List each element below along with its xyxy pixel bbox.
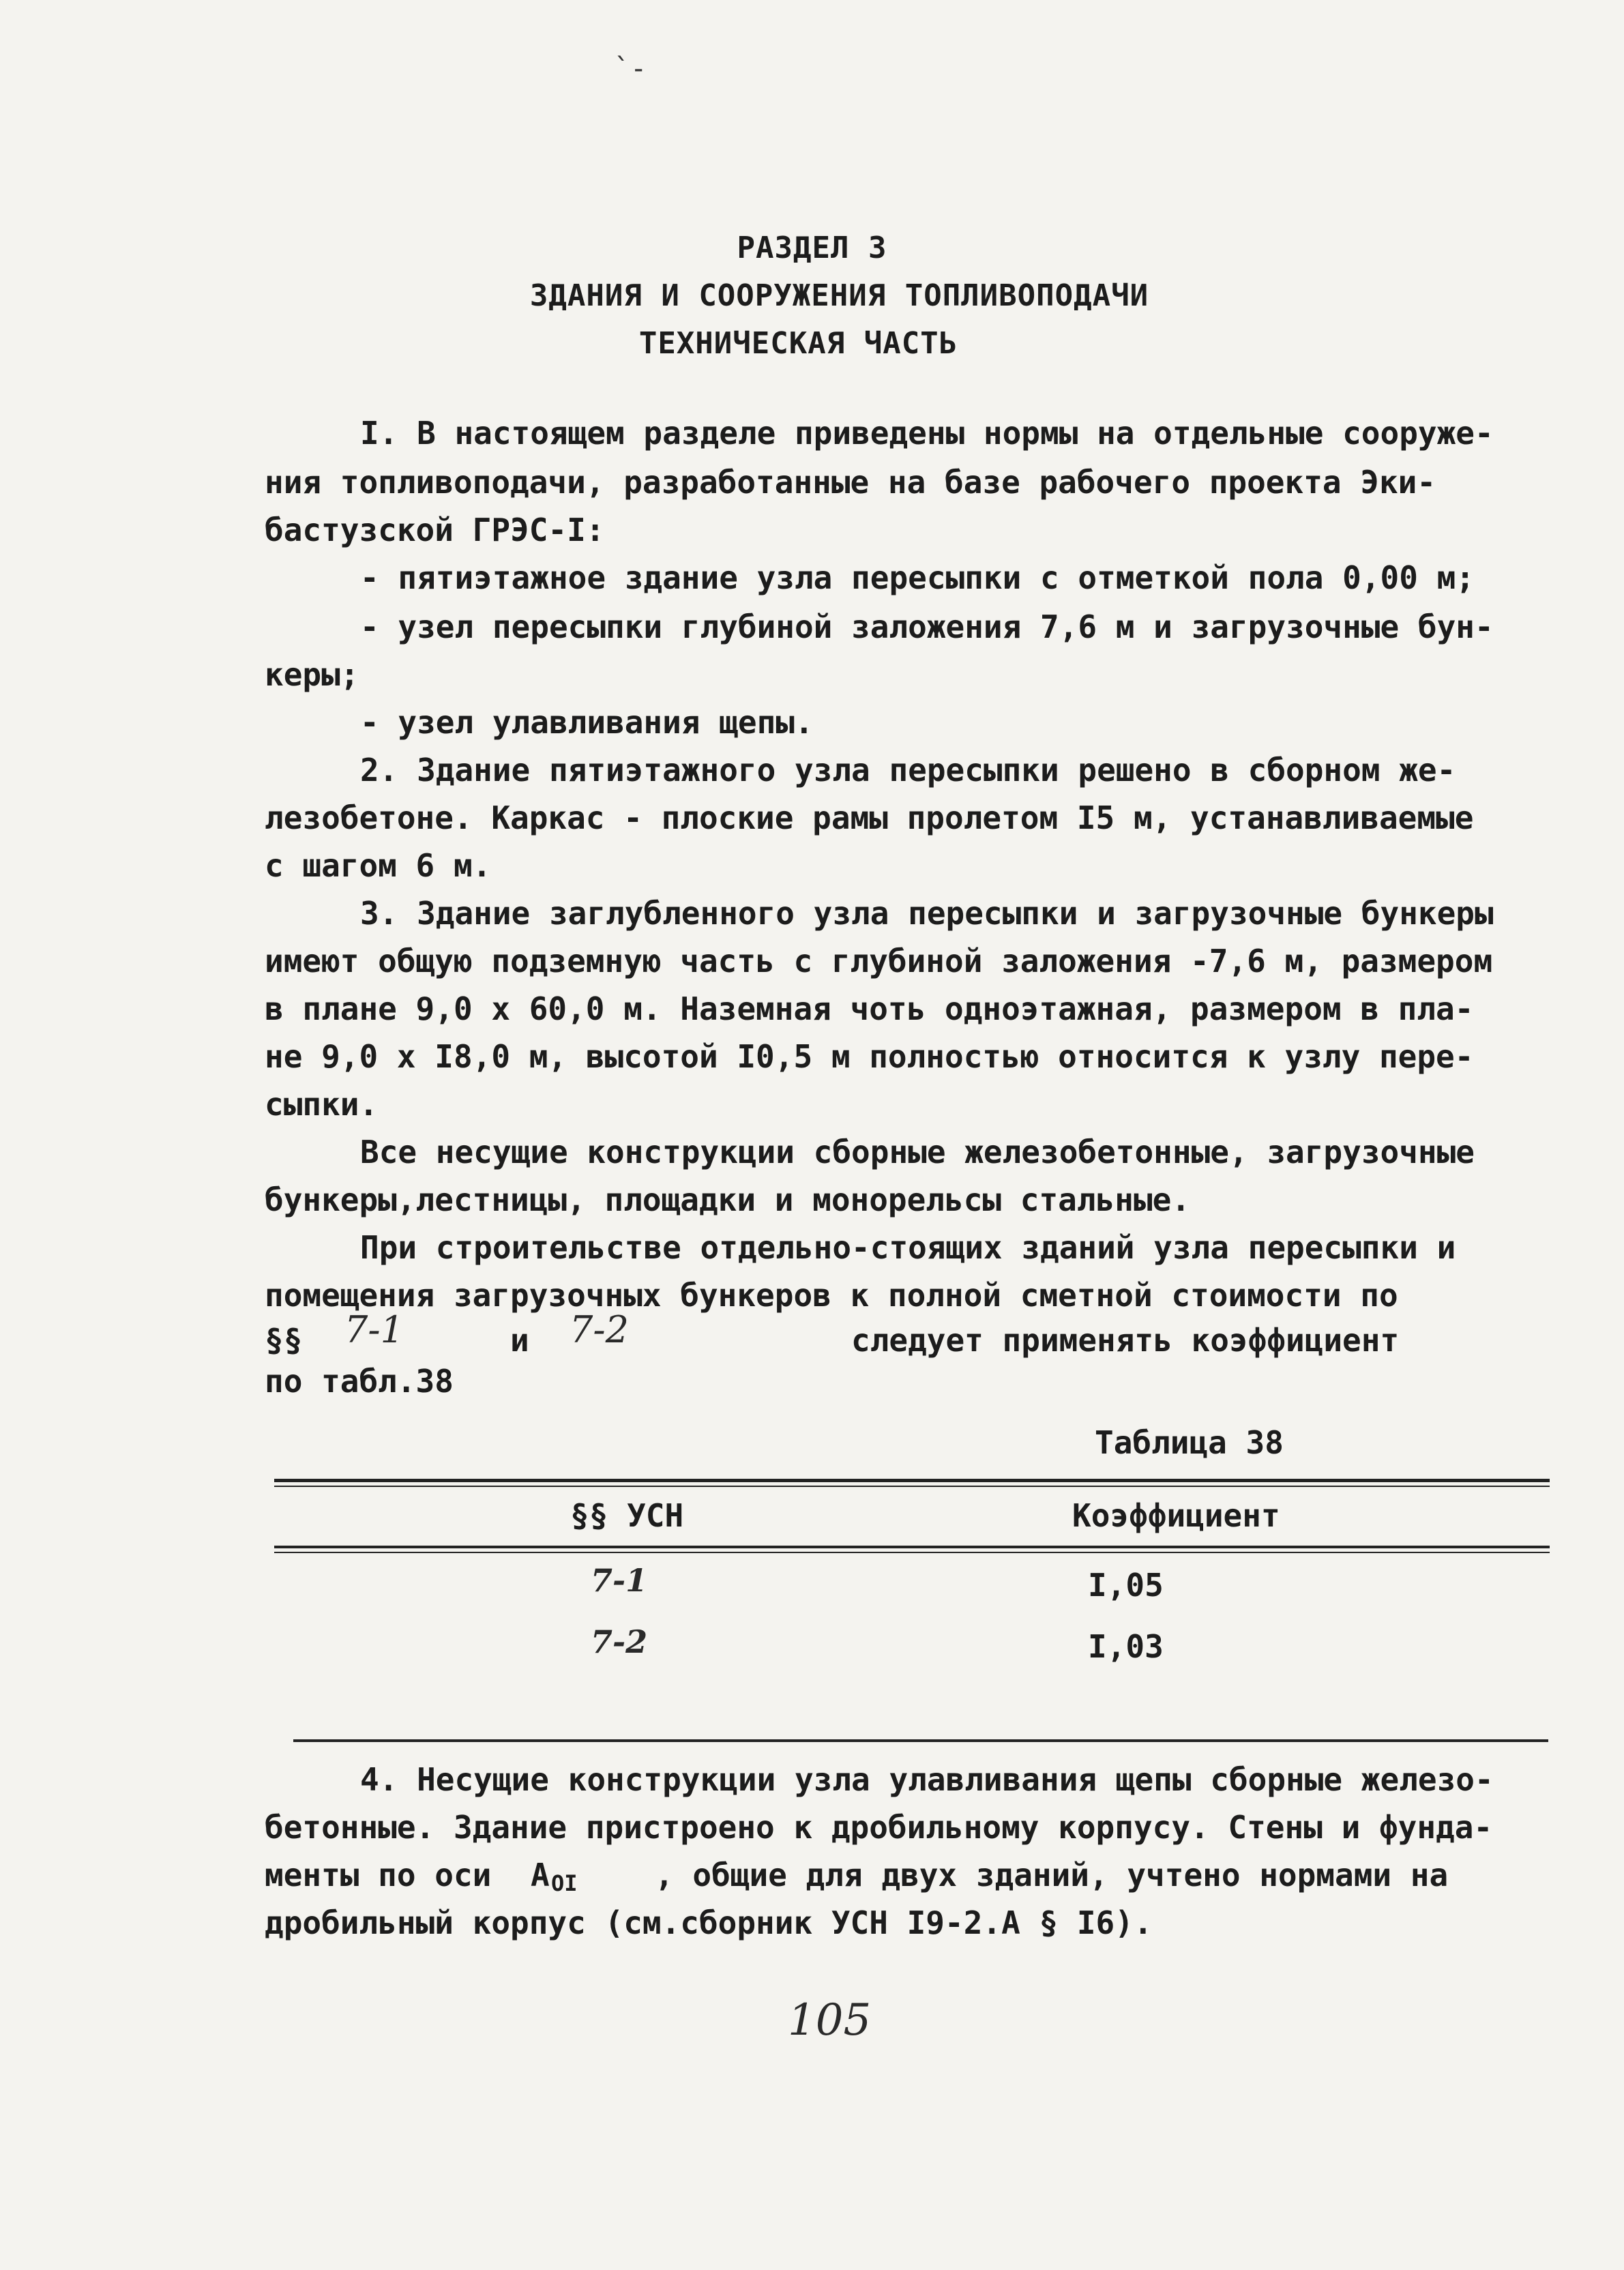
p5-ref-1: 7-1 xyxy=(344,1308,404,1351)
page-number: 105 xyxy=(788,1995,872,2046)
table-header-coef: Коэффициент xyxy=(1072,1497,1280,1534)
p2-line-2: лезобетоне. Каркас - плоские рамы пролетом I5 м, устанавливаемые xyxy=(265,799,1474,836)
p6-axis-subscript: ОI xyxy=(551,1870,578,1896)
table-row-1-coef: I,05 xyxy=(1088,1567,1164,1604)
p5-line-1: При строительстве отдельно-стоящих зданий узла пересыпки и xyxy=(360,1229,1456,1266)
p6-axis-letter: А xyxy=(531,1857,550,1893)
table-header-rule-2 xyxy=(274,1552,1550,1553)
p1-line-3: бастузской ГРЭС-I: xyxy=(265,512,605,548)
p3-line-2: имеют общую подземную часть с глубиной заложения -7,6 м, размером xyxy=(265,943,1493,979)
table-caption: Таблица 38 xyxy=(1095,1424,1284,1461)
section-title: ЗДАНИЯ И СООРУЖЕНИЯ ТОПЛИВОПОДАЧИ xyxy=(529,278,1149,313)
p3-line-4: не 9,0 х I8,0 м, высотой I0,5 м полностью относится к узлу пере- xyxy=(265,1038,1474,1075)
table-row-1-ref: 7-1 xyxy=(591,1562,648,1599)
p1-line-2: ния топливоподачи, разработанные на базе рабочего проекта Эки- xyxy=(265,464,1436,501)
table-top-rule xyxy=(274,1479,1550,1482)
p4-line-1: Все несущие конструкции сборные железобетонные, загрузочные xyxy=(360,1134,1475,1170)
p1-bullet-1: - пятиэтажное здание узла пересыпки с отметкой пола 0,00 м; xyxy=(360,559,1475,596)
p6-line-3-tail: , общие для двух зданий, учтено нормами на xyxy=(655,1857,1449,1893)
section-subtitle: ТЕХНИЧЕСКАЯ ЧАСТЬ xyxy=(638,326,958,361)
section-number: РАЗДЕЛ 3 xyxy=(737,231,887,265)
table-row-2-ref: 7-2 xyxy=(591,1623,648,1660)
p6-line-3-head: менты по оси xyxy=(265,1857,492,1893)
p2-line-3: с шагом 6 м. xyxy=(265,847,492,884)
p4-line-2: бункеры,лестницы, площадки и монорельсы стальные. xyxy=(265,1181,1191,1218)
p1-bullet-2b: керы; xyxy=(265,656,359,693)
table-top-rule-2 xyxy=(274,1486,1550,1487)
p3-line-3: в плане 9,0 х 60,0 м. Наземная чоть одноэтажная, размером в пла- xyxy=(265,990,1474,1027)
p2-line-1: 2. Здание пятиэтажного узла пересыпки решено в сборном же- xyxy=(360,752,1456,788)
p6-line-4: дробильный корпус (см.сборник УСН I9-2.А § I6). xyxy=(265,1904,1153,1941)
p5-sign: §§ xyxy=(265,1322,303,1359)
p3-line-5: сыпки. xyxy=(265,1086,379,1123)
p6-line-2: бетонные. Здание пристроено к дробильному корпусу. Стены и фунда- xyxy=(265,1809,1493,1846)
corner-mark: `- xyxy=(614,53,647,85)
p1-bullet-3: - узел улавливания щепы. xyxy=(360,704,814,741)
p5-line-3-tail: следует применять коэффициент xyxy=(851,1322,1400,1359)
table-header-rule xyxy=(274,1546,1550,1548)
table-bottom-rule xyxy=(293,1739,1548,1742)
table-header-ref: §§ УСН xyxy=(570,1497,684,1534)
p5-line-4: по табл.38 xyxy=(265,1363,454,1400)
p3-line-1: 3. Здание заглубленного узла пересыпки и загрузочные бункеры xyxy=(360,895,1494,932)
p5-and: и xyxy=(510,1322,529,1359)
p1-bullet-2a: - узел пересыпки глубиной заложения 7,6 м и загрузочные бун- xyxy=(360,608,1494,645)
p5-ref-2: 7-2 xyxy=(570,1308,629,1351)
table-row-2-coef: I,03 xyxy=(1088,1628,1164,1665)
p5-line-2: помещения загрузочных бункеров к полной сметной стоимости по xyxy=(265,1277,1398,1314)
p1-line-1: I. В настоящем разделе приведены нормы на отдельные сооруже- xyxy=(360,415,1494,452)
p6-line-1: 4. Несущие конструкции узла улавливания щепы сборные железо- xyxy=(360,1761,1494,1798)
